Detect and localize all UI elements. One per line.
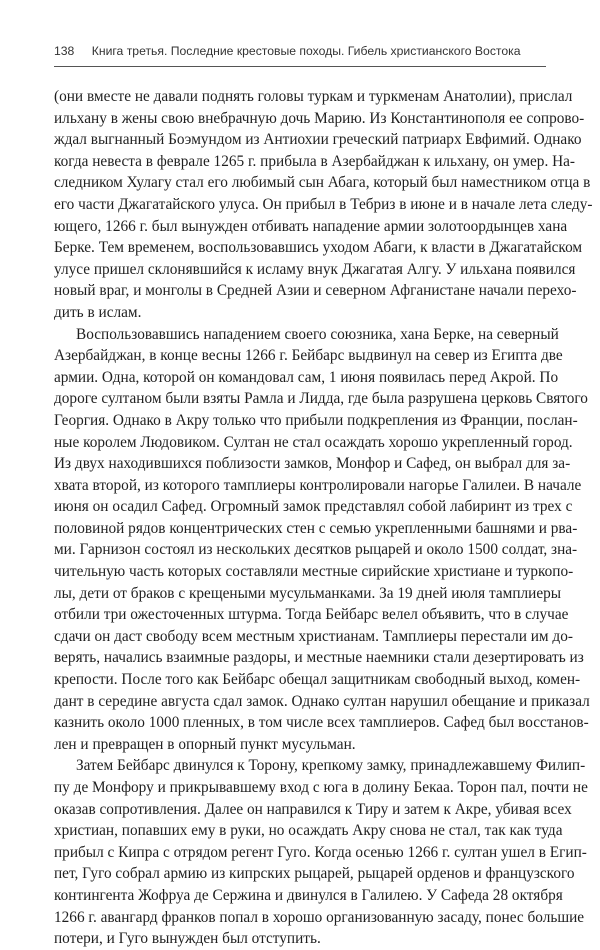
text-line: отбили три ожесточенных штурма. Тогда Бейбарс велел объявить, что в случае: [54, 606, 569, 624]
text-line: 1266 г. авангард франков попал в хорошо организованную засаду, понес большие: [54, 908, 585, 926]
text-line: новый враг, и монголы в Средней Азии и северном Афганистане начали перехо-: [54, 282, 577, 300]
text-line: пу де Монфору и прикрывавшему вход с юга в долину Бекаа. Торон пал, почти не: [54, 779, 588, 796]
body-text: [54, 86, 593, 950]
header-rule: [54, 66, 546, 67]
text-line: ющего, 1266 г. был вынужден отбивать нападение армии золотоордынцев хана: [54, 217, 568, 235]
text-line: пет, Гуго собрал армию из кипрских рыцарей, рыцарей орденов и французского: [54, 865, 575, 883]
text-line: июня он осадил Сафед. Огромный замок представлял собой лабиринт из трех с: [54, 498, 573, 516]
text-line: хвата второй, из которого тамплиеры контролировали нагорье Галилеи. В начале: [54, 476, 582, 494]
running-header: [54, 44, 546, 64]
text-line: Затем Бейбарс двинулся к Торону, крепкому замку, принадлежавшему Филип-: [76, 757, 586, 775]
text-line: контингента Жофруа де Сержина и двинулся в Галилею. У Сафеда 28 октября: [54, 886, 563, 904]
text-line: верять, начались взаимные раздоры, и местные наемники стали дезертировать из: [54, 649, 584, 667]
text-line: христиан, попавших ему в руки, но осаждать Акру снова не стал, так как туда: [54, 822, 563, 840]
text-line: Воспользовавшись нападением своего союзника, хана Берке, на северный: [76, 325, 559, 343]
text-line: следником Хулагу стал его любимый сын Абага, который был наместником отца в: [54, 174, 591, 192]
text-line: ждал выгнанный Боэмундом из Антиохии греческий патриарх Евфимий. Однако: [54, 131, 582, 149]
text-line: чительную часть которых составляли местные сирийские христиане и туркопо-: [54, 563, 574, 581]
text-line: Азербайджан, в конце весны 1266 г. Бейбарс выдвинул на север из Египта две: [54, 347, 563, 365]
text-line: (они вместе не давали поднять головы туркам и туркменам Анатолии), прислал: [54, 88, 573, 105]
text-line: крепости. После того как Бейбарс обещал защитникам свободный выход, комен-: [54, 671, 581, 689]
text-line: ильхану в жены свою внебрачную дочь Марию. Из Константинополя ее сопрово-: [54, 109, 585, 127]
text-line: улусе пришел склонявшийся к исламу внук Джагатая Алгу. У ильхана появился: [54, 260, 576, 278]
text-line: когда невеста в феврале 1265 г. прибыла в Азербайджан к ильхану, он умер. На-: [54, 152, 576, 170]
paragraph: [54, 755, 588, 949]
text-line: ми. Гарнизон состоял из нескольких десятков рыцарей и около 1500 солдат, зна-: [54, 541, 578, 559]
text-line: потери, и Гуго вынужден был отступить.: [54, 930, 321, 948]
text-line: казнить около 1000 пленных, в том числе всех тамплиеров. Сафед был восстанов-: [54, 714, 589, 732]
text-line: дить в ислам.: [54, 303, 142, 321]
page-number: 138: [54, 44, 75, 58]
text-line: ные королем Людовиком. Султан не стал осаждать хорошо укрепленный город.: [54, 433, 573, 451]
text-line: сдачи он даст свободу всем местным христианам. Тамплиеры перестали им до-: [54, 627, 573, 645]
text-line: Из двух находившихся поблизости замков, Монфор и Сафед, он выбрал для за-: [54, 455, 571, 473]
text-line: Берке. Тем временем, воспользовавшись уходом Абаги, к власти в Джагатайском: [54, 239, 583, 257]
text-line: оказав сопротивления. Далее он направился к Тиру и затем к Акре, убивая всех: [54, 800, 572, 818]
running-title: Книга третья. Последние крестовые походы. Гибель христианского Востока: [91, 44, 521, 58]
paragraph: [54, 324, 590, 756]
text-line: лы, дети от браков с крещеными мусульманками. За 19 дней июля тамплиеры: [54, 584, 562, 602]
text-line: Георгия. Однако в Акру только что прибыли подкрепления из Франции, послан-: [54, 411, 578, 429]
text-line: прибыл с Кипра с отрядом регент Гуго. Когда осенью 1266 г. султан ушел в Егип-: [54, 843, 587, 861]
text-line: дороге султаном были взяты Рамла и Лидда, где была разрушена церковь Святого: [54, 390, 588, 408]
text-line: лен и превращен в опорный пункт мусульман.: [54, 735, 356, 753]
text-line: половиной рядов концентрических стен с семью укрепленными башнями и рва-: [54, 519, 578, 537]
paragraph: [54, 86, 593, 324]
text-line: дант в середине августа сдал замок. Однако султан нарушил обещание и приказал: [54, 692, 590, 710]
text-line: армии. Одна, которой он командовал сам, 1 июня появилась перед Акрой. По: [54, 368, 559, 386]
text-line: его части Джагатайского улуса. Он прибыл в Тебриз в июне и в начале лета следу-: [54, 195, 593, 213]
